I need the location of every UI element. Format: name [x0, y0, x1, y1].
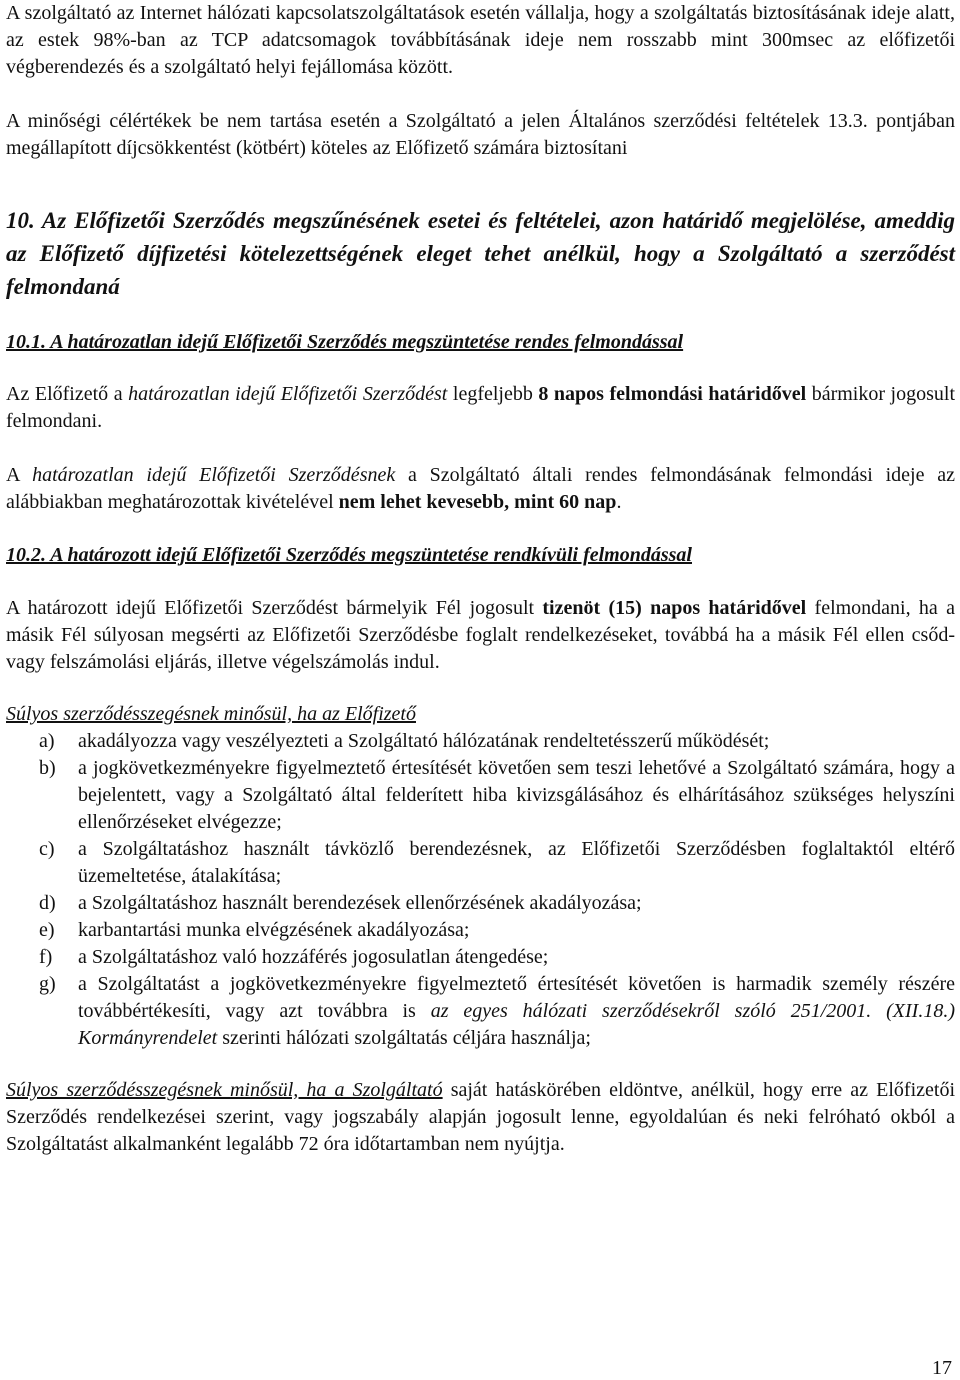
list-marker: a) [39, 730, 55, 752]
text-segment: A határozott idejű Előfizetői Szerződést bármelyik Fél jogosult [6, 597, 543, 619]
section-10-2-paragraph-1 [6, 595, 955, 676]
document-page [6, 0, 955, 1158]
underlined-italic-label: Súlyos szerződésszegésnek minősül, ha az Előfizető [6, 703, 416, 725]
paragraph-quality-targets: A minőségi célértékek be nem tartása esetén a Szolgáltató a jelen Általános szerződési feltételek 13.3. pontjában megállapított díjcsökkentést (kötbért) köteles az Előfizető számára biztosítani [6, 110, 955, 159]
text-segment: felmondani, ha a másik Fél súlyosan megsérti az Előfizetői Szerződésbe foglalt rendelkezéseket, továbbá ha a másik Fél ellen csőd- vagy felszámolási eljárás, illetve végelszámolás indul. [6, 597, 955, 673]
page-number: 17 [932, 1357, 952, 1379]
text-segment: A [6, 464, 33, 486]
list-marker: d) [39, 892, 56, 914]
text-segment: legfeljebb [447, 383, 539, 405]
list-item-text: a jogkövetkezményekre figyelmeztető értesítését követően sem teszi lehetővé a Szolgáltató számára, hogy a bejelentett, vagy a Szolgáltató által felderített hiba kivizsgálásához és elhárításához szükséges helyszíni ellenőrzéseket elvégezze; [78, 757, 955, 833]
text-segment: . [616, 491, 622, 513]
list-item [6, 971, 955, 1052]
breach-list [6, 728, 955, 1052]
text-italic: határozatlan idejű Előfizetői Szerződést [128, 383, 448, 405]
list-item [6, 890, 955, 917]
list-marker: e) [39, 919, 55, 941]
list-item-text: akadályozza vagy veszélyezteti a Szolgáltató hálózatának rendeltetésszerű működését; [78, 730, 770, 752]
list-item-text: a Szolgáltatáshoz használt távközlő berendezésnek, az Előfizetői Szerződésben foglaltaktól eltérő üzemeltetése, átalakítása; [78, 838, 955, 887]
text-bold: nem lehet kevesebb, mint 60 nap [338, 491, 617, 513]
list-item-text: karbantartási munka elvégzésének akadályozása; [78, 919, 470, 941]
breach-subscriber-label [6, 701, 955, 728]
section-10-1-paragraph-2 [6, 462, 955, 516]
section-10-2-heading: 10.2. A határozott idejű Előfizetői Szerződés megszüntetése rendkívüli felmondással [6, 544, 692, 566]
breach-provider-paragraph [6, 1077, 955, 1158]
list-item-text: a Szolgáltatáshoz használt berendezések ellenőrzésének akadályozása; [78, 892, 642, 914]
text-bold: 8 napos felmondási határidővel [538, 383, 807, 405]
text-bold: tizenöt (15) napos határidővel [542, 597, 807, 619]
list-item-text: a Szolgáltatást a jogkövetkezményekre figyelmeztető értesítését követően is harmadik személy részére továbbértékesíti, vagy azt továbbra is [78, 973, 955, 1022]
text-segment: saját hatáskörében eldöntve, anélkül, hogy erre az Előfizetői Szerződés rendelkezései szerint, vagy jogszabály alapján jogosult lenne, egyoldalúan és neki felróható okból a Szolgáltatást alkalmanként legalább 72 óra időtartamban nem nyújtja. [6, 1079, 956, 1155]
list-marker: b) [39, 757, 56, 779]
underlined-italic-label: Súlyos szerződésszegésnek minősül, ha a Szolgáltató [6, 1079, 443, 1101]
list-marker: g) [39, 973, 56, 995]
list-item [6, 728, 955, 755]
section-10-1-paragraph-1 [6, 381, 955, 435]
list-item [6, 755, 955, 836]
text-italic: az egyes hálózati szerződésekről szóló 251/2001. (XII.18.) Kormányrendelet [78, 1000, 956, 1049]
list-item [6, 836, 955, 890]
section-10-heading: 10. Az Előfizetői Szerződés megszűnésének esetei és feltételei, azon határidő megjelölése, ameddig az Előfizető díjfizetési kötelezettségének eleget tehet anélkül, hogy a Szolgáltató a szerződést felmondaná [6, 208, 955, 299]
list-item [6, 944, 955, 971]
text-segment: bármikor jogosult felmondani. [6, 383, 955, 432]
text-segment: a Szolgáltató általi rendes felmondásának felmondási ideje az alábbiakban meghatározottak kivételével [6, 464, 955, 513]
text-italic: határozatlan idejű Előfizetői Szerződésnek [32, 464, 396, 486]
text-segment: Az Előfizető a [6, 383, 129, 405]
list-item-text: a Szolgáltatáshoz való hozzáférés jogosulatlan átengedése; [78, 946, 549, 968]
list-marker: c) [39, 838, 55, 860]
paragraph-tcp-latency: A szolgáltató az Internet hálózati kapcsolatszolgáltatások esetén vállalja, hogy a szolgáltatás biztosításának ideje alatt, az estek 98%-ban az TCP adatcsomagok továbbításának ideje nem rosszabb mint 300msec az előfizetői végberendezés és a szolgáltató helyi fejállomása között. [6, 2, 955, 78]
list-marker: f) [39, 946, 53, 968]
list-item-text: szerinti hálózati szolgáltatás céljára használja; [217, 1027, 591, 1049]
section-10-1-heading: 10.1. A határozatlan idejű Előfizetői Szerződés megszüntetése rendes felmondással [6, 331, 684, 353]
list-item [6, 917, 955, 944]
